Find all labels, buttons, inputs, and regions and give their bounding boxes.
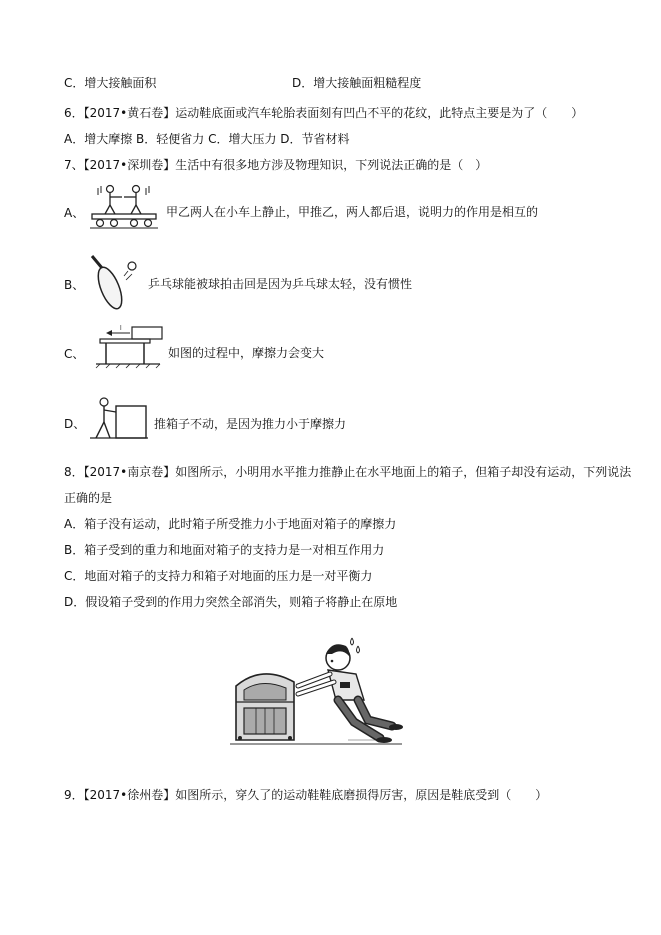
q5-option-c: C．增大接触面积 xyxy=(64,76,157,90)
q6-stem: 6．【2017•黄石卷】运动鞋底面或汽车轮胎表面刻有凹凸不平的花纹，此特点主要是为了（ ） xyxy=(64,106,584,120)
q7-option-a-label: A、 xyxy=(64,206,85,220)
q8-option-b: B．箱子受到的重力和地面对箱子的支持力是一对相互作用力 xyxy=(64,543,385,557)
q8-option-d: D．假设箱子受到的作用力突然全部消失，则箱子将静止在原地 xyxy=(64,595,398,609)
q7-option-d-label: D、 xyxy=(64,417,86,431)
q7-option-b-label: B、 xyxy=(64,278,85,292)
q6-options: A．增大摩擦 B．轻便省力 C．增大压力 D．节省材料 xyxy=(64,132,350,146)
q7-figure-c-table-block xyxy=(94,324,164,370)
q8-stem-line2: 正确的是 xyxy=(64,491,113,505)
q8-stem-line1: 8．【2017•南京卷】如图所示，小明用水平推力推静止在水平地面上的箱子，但箱子却没有运动，下列说法 xyxy=(64,465,632,479)
q8-option-c: C．地面对箱子的支持力和箱子对地面的压力是一对平衡力 xyxy=(64,569,373,583)
q7-figure-a-cart xyxy=(88,180,160,232)
q5-option-d: D．增大接触面粗糙程度 xyxy=(292,76,422,90)
q9-stem: 9．【2017•徐州卷】如图所示，穿久了的运动鞋鞋底磨损得厉害，原因是鞋底受到（ ） xyxy=(64,788,548,802)
q7-figure-b-paddle xyxy=(88,252,148,314)
q8-figure-boy-pushing-chest xyxy=(228,628,404,750)
q7-option-a-text: 甲乙两人在小车上静止，甲推乙，两人都后退，说明力的作用是相互的 xyxy=(166,205,539,219)
q7-option-d-text: 推箱子不动，是因为推力小于摩擦力 xyxy=(154,417,347,431)
svg-text:l: l xyxy=(120,325,122,332)
q7-figure-d-push-box xyxy=(88,394,150,444)
q7-option-c-text: 如图的过程中，摩擦力会变大 xyxy=(168,346,325,360)
q7-stem: 7、【2017•深圳卷】生活中有很多地方涉及物理知识，下列说法正确的是（ ） xyxy=(64,158,488,172)
q7-option-b-text: 乒乓球能被球拍击回是因为乒乓球太轻，没有惯性 xyxy=(148,277,413,291)
q8-option-a: A．箱子没有运动，此时箱子所受推力小于地面对箱子的摩擦力 xyxy=(64,517,397,531)
q7-option-c-label: C、 xyxy=(64,347,85,361)
